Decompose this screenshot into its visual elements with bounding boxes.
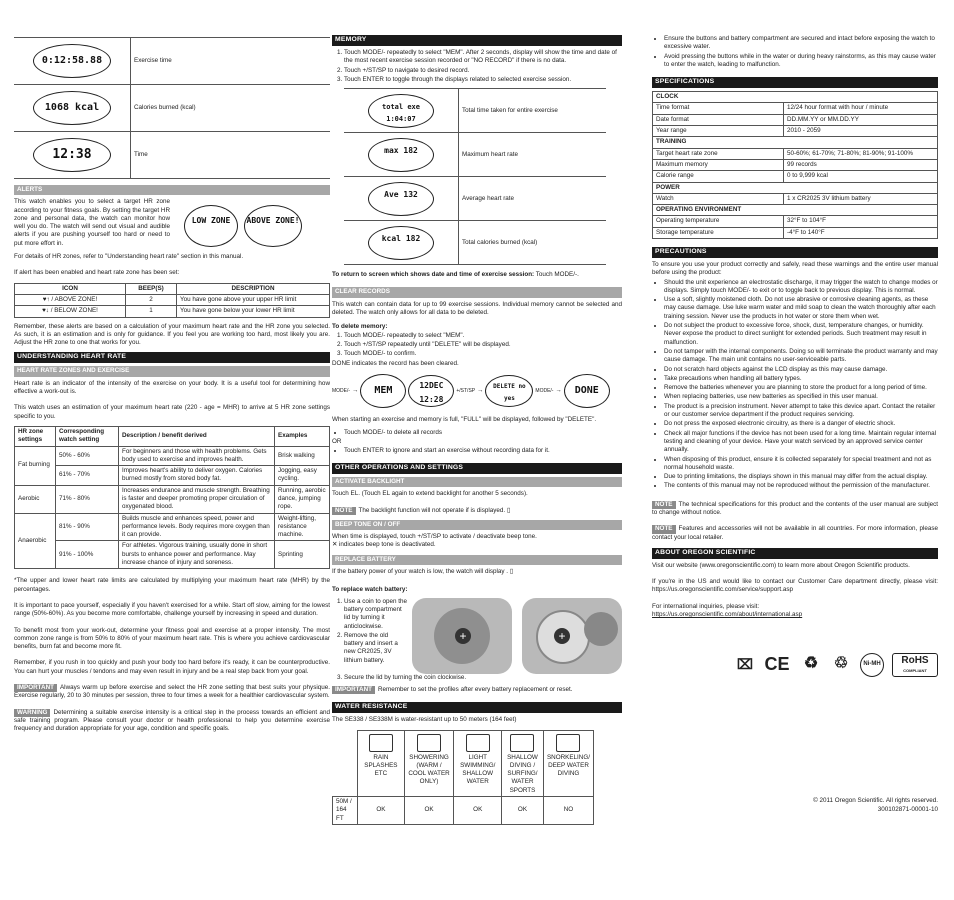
table-row: max 182 Maximum heart rate xyxy=(344,133,606,177)
battery-heading: REPLACE BATTERY xyxy=(332,555,622,565)
table-row: kcal 182 Total calories burned (kcal) xyxy=(344,221,606,265)
snorkeling-icon xyxy=(556,734,580,752)
lcd-screen: Ave 132 xyxy=(368,182,434,216)
table-row: Target heart rate zone 50-60%; 61-70%; 71-80%; 81-90%; 91-100% xyxy=(653,148,938,159)
mute-icon: ✕ xyxy=(332,541,338,549)
international-link[interactable]: https://us.oregonscientific.com/about/international.asp xyxy=(652,611,803,619)
battery-open-image xyxy=(522,598,622,674)
arrow-right-icon: → xyxy=(352,386,359,394)
display-row xyxy=(14,85,330,132)
backlight-heading: ACTIVATE BACKLIGHT xyxy=(332,477,622,487)
low-zone-screen: LOW ZONE xyxy=(184,205,238,247)
document-code: 300102871-00001-10 xyxy=(877,805,938,813)
alerts-paragraph: If alert has been enabled and heart rate zone has been set: xyxy=(14,269,180,277)
heart-down-icon: ♥↓ xyxy=(42,307,49,315)
rain-icon xyxy=(369,734,393,752)
display-row xyxy=(14,38,330,85)
swimming-icon xyxy=(466,734,490,752)
shower-icon xyxy=(417,734,441,752)
plus-icon: + xyxy=(554,628,570,644)
hr-zones-heading: HEART RATE ZONES AND EXERCISE xyxy=(14,366,330,376)
understanding-heading: UNDERSTANDING HEART RATE xyxy=(14,352,330,363)
lcd-screen: 0:12:58.88 xyxy=(33,44,111,78)
display-table xyxy=(14,37,330,179)
column-right: • Ensure the buttons and battery compartment are secured and intact before exposing the watch to excessive water. • Avoid pressing the buttons while in the water or during heavy rainstorms, as this may cause water to enter the watch, leading to malfunction. SPECIFICATIONS CLOCK Time format 12/24 hour format with hour / minute Date format DD.MM.YY or MM.DD.YY Year range 2010 - 2059 TRAINING Target heart rate zone 50-60%; 61-70%; 71-80%; 81-90%; 91-100% Maximum memory 99 records Calorie range 0 to 9,999 kcal POWER Watch 1 x CR2025 3V lithium battery OPERATING ENVIRONMENT Operating temperature 32°F to 104°F Storage temperature -4°F to 140°F PRECAUTIONS To ensure you use your product correctly and safely, read these warnings and the entire user manual before using the product: • Should the unit experience an electrostatic discharge, it may trigger the watch to change modes or displays. Simply touch MODE/- to exit or to toggle back to previous display. This is normal. • Use a soft, slightly moistened cloth. Do not use abrasive or corrosive cleaning agents, as these may cause damage. Use luke warm water and mild soap to clean the watch thoroughly after each training session. Never use the products in hot water or store them when wet. • Do not subject the product to excessive force, shock, dust, temperature changes, or humidity. Never expose the product to direct sunlight for extended periods. Such treatment may result in malfunction. • Do not tamper with the internal components. Doing so will terminate the product warranty and may cause damage. The main unit contains no user-serviceable parts. • Do not scratch hard objects against the LCD display as this may cause damage. • Take precautions when handling all battery types. • Remove the batteries whenever you are planning to store the product for a long period of time. • When replacing batteries, use new batteries as specified in this user manual. • The product is a precision instrument. Never attempt to take this device apart. Contact the retailer or our customer service department if the product requires servicing. • Do not press the exposed electronic circuitry, as there is a danger of electric shock. • Check all major functions if the device has not been used for a long time. Maintain regular internal testing and cleaning of your device. Have your watch serviced by an approved service center annually. • When disposing of this product, ensure it is collected separately for special treatment and not as normal household waste. • Due to printing limitations, the displays shown in this manual may differ from the actual display. • The contents of this manual may not be reproduced without the permission of the manufacturer. NOTE The technical specifications for this product and the contents of the user manual are subject to change without notice. NOTE Features and accessories will not be available in all countries. For more information, please contact your local retailer. ABOUT OREGON SCIENTIFIC Visit our website (www.oregonscientific.com) to learn more about Oregon Scientific products. If you're in the US and would like to contact our Customer Care department directly, please visit: https://us.oregonscientific.com/service/support.asp For international inquiries, please visit: https://us.oregonscientific.com/about/international.asp ⌧ CE ♻ ♲ Ni-MH RoHS COMPLIANT © 2011 Oregon Scientific. All rights reserved. 300102871-00001-10 xyxy=(652,35,938,814)
memory-steps: 1. Touch MODE/- repeatedly to select "MEM". After 2 seconds, display will show the time and date of the most recent exercise session recorded or "NO RECORD" if there is no data. 2. Touch +/ST/SP to navigate to desired record. 3. Touch ENTER to toggle through the displays related to selected exercise session. xyxy=(332,49,622,84)
battery-icon: ▯ xyxy=(506,506,511,514)
heart-up-icon: ♥↑ xyxy=(42,295,50,303)
compliance-logos xyxy=(652,653,938,677)
table-row: Maximum memory 99 records xyxy=(653,159,938,170)
table-row: Year range 2010 - 2059 xyxy=(653,126,938,137)
memory-table xyxy=(344,88,606,265)
table-row: 61% - 70% Improves heart's ability to deliver oxygen. Calories burned mostly from stored body fat. Jogging, easy cycling. xyxy=(15,466,330,486)
memory-heading: MEMORY xyxy=(332,35,622,46)
arrow-right-icon: → xyxy=(555,386,562,394)
important-note: IMPORTANT Always warm up before exercise and select the HR zone setting that best suits your physique. Exercise regularly, 20 to 30 minutes per session, three to four times a week for a healthier cardiovascular system. xyxy=(14,684,330,700)
lcd-screen: total exe 1:04:07 xyxy=(368,94,434,128)
watch-back-image xyxy=(412,598,512,674)
table-row: Time format 12/24 hour format with hour / minute xyxy=(653,103,938,114)
precautions-heading: PRECAUTIONS xyxy=(652,247,938,258)
lcd-screen: kcal 182 xyxy=(368,226,434,260)
battery-recycle-icon: ♲ xyxy=(833,655,849,673)
arrow-right-icon: → xyxy=(477,386,484,394)
precautions-list: • Should the unit experience an electrostatic discharge, it may trigger the watch to change modes or displays. Simply touch MODE/- to exit or to toggle back to previous display. This is normal. • Use a soft, slightly moistened cloth. Do not use abrasive or corrosive cleaning agents, as these may cause damage. Use luke warm water and mild soap to clean the watch thoroughly after each training session. Never use the products in hot water or store them when wet. • Do not subject the product to excessive force, shock, dust, temperature changes, or humidity. Never expose the product to direct sunlight for extended periods. Such treatment may result in malfunction. • Do not tamper with the internal components. Doing so will terminate the product warranty and may cause damage. The main unit contains no user-serviceable parts. • Do not scratch hard objects against the LCD display as this may cause damage. • Take precautions when handling all battery types. • Remove the batteries whenever you are planning to store the product for a long period of time. • When replacing batteries, use new batteries as specified in this user manual. • The product is a precision instrument. Never attempt to take this device apart. Contact the retailer or our customer service department if the product requires servicing. • Do not press the exposed electronic circuitry, as there is a danger of electric shock. • Check all major functions if the device has not been used for a long time. Maintain regular internal testing and cleaning of your device. Have your watch serviced by an approved service center annually. • When disposing of this product, ensure it is collected separately for special treatment and not as normal household waste. • Due to printing limitations, the displays shown in this manual may differ from the actual display. • The contents of this manual may not be reproduced without the permission of the manufacturer. xyxy=(652,279,938,491)
about-heading: ABOUT OREGON SCIENTIFIC xyxy=(652,548,938,559)
table-row: Aerobic 71% - 80% Increases endurance and muscle strength. Breathing is faster and deeper promoting proper circulation of oxygenated blood. Running, aerobic dance, jumping rope. xyxy=(15,485,330,513)
display-label: Time xyxy=(131,132,331,179)
display-row xyxy=(14,132,330,179)
display-label: Calories burned (kcal) xyxy=(131,85,331,132)
alerts-paragraph: For details of HR zones, refer to "Understanding heart rate" section in this manual. xyxy=(14,253,244,261)
copyright: © 2011 Oregon Scientific. All rights reserved. xyxy=(813,797,938,805)
ce-mark-icon: CE xyxy=(764,654,790,675)
column-middle: MEMORY 1. Touch MODE/- repeatedly to select "MEM". After 2 seconds, display will show the time and date of the most recent exercise session recorded or "NO RECORD" if there is no data. 2. Touch +/ST/SP to navigate to desired record. 3. Touch ENTER to toggle through the displays related to selected exercise session. total exe 1:04:07 Total time taken for entire exercise max 182 Maximum heart rate Ave 132 Average heart rate kcal 182 Total calories burned (kcal) To return to screen which shows date and time of exercise session: Touch MODE/-. CLEAR RECORDS This watch can contain data for up to 99 exercise sessions. Individual memory cannot be selected and deleted. The watch only allows for all data to be deleted. To delete memory: 1. Touch MODE/- repeatedly to select "MEM". 2. Touch +/ST/SP repeatedly until "DELETE" will be displayed. 3. Touch MODE/- to confirm. DONE indicates the record has been cleared. MODE/- → MEM 12DEC 12:28 +/ST/SP → DELETE no yes MODE/- → DONE When starting an exercise and memory is full, "FULL" will be displayed, followed by "DELETE". • Touch MODE/- to delete all records OR • Touch ENTER to ignore and start an exercise without recording data for it. OTHER OPERATIONS AND SETTINGS ACTIVATE BACKLIGHT Touch EL. (Touch EL again to extend backlight for another 5 seconds). NOTE The backlight function will not operate if is displayed. ▯ BEEP TONE ON / OFF When time is displayed, touch +/ST/SP to activate / deactivate beep tone. ✕ indicates beep tone is deactivated. REPLACE BATTERY If the battery power of your watch is low, the watch will display . ▯ To replace watch battery: 1. Use a coin to open the battery compartment lid by turning it anticlockwise. 2. Remove the old battery and insert a new CR2025, 3V lithium battery. + + 3. Secure the lid by turning the coin clockwise. IMPORTANT Remember to set the profiles after every battery replacement or reset. WATER RESISTANCE The SE338 / SE338M is water-resistant up to 50 meters (164 feet) RAIN SPLASHES ETC SHOWERING (WARM / COOL WATER ONLY) LIGHT SWIMMING/ SHALLOW WATER SHALLOW DIVING / SURFING/ WATER SPORTS SNORKELING/ DEEP WATER DIVING 50M / 164 FT OK OK OK OK NO xyxy=(332,35,622,825)
coin-icon: + xyxy=(455,628,471,644)
lcd-screen: 1068 kcal xyxy=(33,91,111,125)
nimh-icon: Ni-MH xyxy=(860,653,884,677)
lcd-screen: max 182 xyxy=(368,138,434,172)
specifications-heading: SPECIFICATIONS xyxy=(652,77,938,88)
surfing-icon xyxy=(510,734,534,752)
table-row: 91% - 100% For athletes. Vigorous training, usually done in short bursts to enhance power and performance. May increase chance of injury and soreness. Sprinting xyxy=(15,541,330,569)
zone-table: HR zone settings Corresponding watch setting Description / benefit derived Examples Fat burning 50% - 60% For beginners and those with health problems. Gets body used to exercise and improves health. Brisk walking 61% - 70% Improves heart's ability to deliver oxygen. Calories burned mostly from stored body fat. Jogging, easy cycling. Aerobic 71% - 80% Increases endurance and muscle strength. Breathing is faster and deeper promoting proper circulation of oxygenated blood. Running, aerobic dance, jumping rope. Anaerobic 81% - 90% Builds muscle and enhances speed, power and performance levels. Body requires more oxygen than it can provide. Weight-lifting, resistance machine. 91% - 100% For athletes. Vigorous training, usually done in short bursts to enhance power and performance. May increase chance of injury and soreness. Sprinting xyxy=(14,426,330,569)
table-row: ♥↑ / ABOVE ZONE! 2 You have gone above your upper HR limit xyxy=(15,294,330,305)
battery-icon: ▯ xyxy=(509,568,514,576)
spec-table: CLOCK Time format 12/24 hour format with hour / minute Date format DD.MM.YY or MM.DD.YY Year range 2010 - 2059 TRAINING Target heart rate zone 50-60%; 61-70%; 71-80%; 81-90%; 91-100% Maximum memory 99 records Calorie range 0 to 9,999 kcal POWER Watch 1 x CR2025 3V lithium battery OPERATING ENVIRONMENT Operating temperature 32°F to 104°F Storage temperature -4°F to 140°F xyxy=(652,91,938,239)
other-operations-heading: OTHER OPERATIONS AND SETTINGS xyxy=(332,463,622,474)
rohs-logo: RoHS COMPLIANT xyxy=(892,653,938,677)
battery-replacement-image xyxy=(412,598,622,674)
above-zone-screen: ABOVE ZONE! xyxy=(244,205,302,247)
water-table: RAIN SPLASHES ETC SHOWERING (WARM / COOL WATER ONLY) LIGHT SWIMMING/ SHALLOW WATER SHALLOW DIVING / SURFING/ WATER SPORTS SNORKELING/ DEEP WATER DIVING 50M / 164 FT OK OK OK OK NO xyxy=(332,730,594,825)
weee-bin-icon: ⌧ xyxy=(736,656,754,673)
beep-heading: BEEP TONE ON / OFF xyxy=(332,520,622,530)
display-label: Exercise time xyxy=(131,38,331,85)
table-row: Fat burning 50% - 60% For beginners and those with health problems. Gets body used to exercise and improves health. Brisk walking xyxy=(15,446,330,466)
table-row: Watch 1 x CR2025 3V lithium battery xyxy=(653,193,938,204)
table-row: total exe 1:04:07 Total time taken for entire exercise xyxy=(344,89,606,133)
delete-flow-diagram: MODE/- → MEM 12DEC 12:28 +/ST/SP → DELETE no yes MODE/- → DONE xyxy=(332,374,622,408)
table-row: ♥↓ / BELOW ZONE! 1 You have gone below your lower HR limit xyxy=(15,306,330,317)
table-row: Date format DD.MM.YY or MM.DD.YY xyxy=(653,114,938,125)
table-row: Calorie range 0 to 9,999 kcal xyxy=(653,171,938,182)
lcd-screen: 12:38 xyxy=(33,138,111,172)
water-resistance-heading: WATER RESISTANCE xyxy=(332,702,622,713)
table-row: Operating temperature 32°F to 104°F xyxy=(653,216,938,227)
table-row: Storage temperature -4°F to 140°F xyxy=(653,227,938,238)
alerts-heading: ALERTS xyxy=(14,185,330,195)
clear-records-heading: CLEAR RECORDS xyxy=(332,287,622,297)
alert-table: ICON BEEP(S) DESCRIPTION ♥↑ / ABOVE ZONE! 2 You have gone above your upper HR limit ♥↓ / BELOW ZONE! 1 You have gone below your lower HR limit xyxy=(14,283,330,318)
warning-note: WARNING Determining a suitable exercise intensity is a critical step in the process towards an efficient and safe training program. Please consult your doctor or health professional to help you determine exercise frequency and duration appropriate for your age, condition and specific goals. xyxy=(14,708,330,733)
alerts-paragraph: This watch enables you to select a target HR zone according to your fitness goals. By setting the target HR zone and personal data, the watch can monitor how well you do. The watch will send out visual and audible alerts if you are pushing yourself too hard or need to put more effort in. xyxy=(14,198,170,247)
column-left: 0:12:58.88 Exercise time 1068 kcal Calories burned (kcal) 12:38 Time ALERTS This watch enables you to select a target HR zone according to your fitness goals. By setting the target HR zone and personal data, the watch can monitor how well you do. The watch will send out visual and audible alerts if you are pushing yourself too hard or need to put more effort in. LOW ZONE ABOVE ZONE! For details of HR zones, refer to "Understanding heart rate" section in this manual. If alert has been enabled and heart rate zone has been set: ICON BEEP(S) DESCRIPTION ♥↑ / ABOVE ZONE! 2 You have gone above your upper HR limit ♥↓ / BELOW ZONE! 1 You have gone below your lower HR limit Remember, these alerts are based on a calculation of your maximum heart rate and the HR zone you selected. As such, it is an estimation and is only for guidance. If you feel you are working too hard, most likely you are. Adjust the HR zone to one that works for you. UNDERSTANDING HEART RATE HEART RATE ZONES AND EXERCISE Heart rate is an indicator of the intensity of the exercise on your body. It is a useful tool for determining how effective a work-out is. This watch uses an estimation of your maximum heart rate (220 - age = MHR) to arrive at 5 HR zone settings specific to you. HR zone settings Corresponding watch setting Description / benefit derived Examples Fat burning 50% - 60% For beginners and those with health problems. Gets body used to exercise and improves health. Brisk walking 61% - 70% Improves heart's ability to deliver oxygen. Calories burned mostly from stored body fat. Jogging, easy cycling. Aerobic 71% - 80% Increases endurance and muscle strength. Breathing is faster and deeper promoting proper circulation of oxygenated blood. Running, aerobic dance, jumping rope. Anaerobic 81% - 90% Builds muscle and enhances speed, power and performance levels. Body requires more oxygen than it can provide. Weight-lifting, resistance machine. 91% - 100% For athletes. Vigorous training, usually done in short bursts to enhance power and performance. May increase chance of injury and soreness. Sprinting *The upper and lower heart rate limits are calculated by multiplying your maximum heart rate (MHR) by the percentages. It is important to pace yourself, especially if you haven't exercised for a while. Start off slow, aiming for the lowest range (50%-60%). As you become more comfortable, challenge yourself by increasing in speed and duration. To benefit most from your work-out, determine your fitness goal and exercise at a proper intensity. The most common zone range is from 50% to 80% of your maximum heart rate. This is where you achieve cardiovascular benefits, burn fat and become more fit. Remember, if you rush in too quickly and push your body too hard before it's ready, it can be counterproductive. You can hurt your muscles / tendons and may even result in injury and be a real step back from your goal. IMPORTANT Always warm up before exercise and select the HR zone setting that best suits your physique. Exercise regularly, 20 to 30 minutes per session, three to four times a week for a healthier cardiovascular system. WARNING Determining a suitable exercise intensity is a critical step in the process towards an efficient and safe training program. Please consult your doctor or health professional to help you determine exercise frequency and duration appropriate for your age, condition and specific goals. xyxy=(14,37,330,739)
alerts-paragraph: Remember, these alerts are based on a calculation of your maximum heart rate and the HR zone you selected. As such, it is an estimation and is only for guidance. If you feel you are working too hard, most likely you are. Adjust the HR zone to one that works for you. xyxy=(14,322,330,347)
table-row: Anaerobic 81% - 90% Builds muscle and enhances speed, power and performance levels. Body requires more oxygen than it can provide. Weight-lifting, resistance machine. xyxy=(15,513,330,541)
table-row: Ave 132 Average heart rate xyxy=(344,177,606,221)
recycle-icon: ♻ xyxy=(803,655,819,673)
table-row: 50M / 164 FT OK OK OK OK NO xyxy=(333,797,594,825)
